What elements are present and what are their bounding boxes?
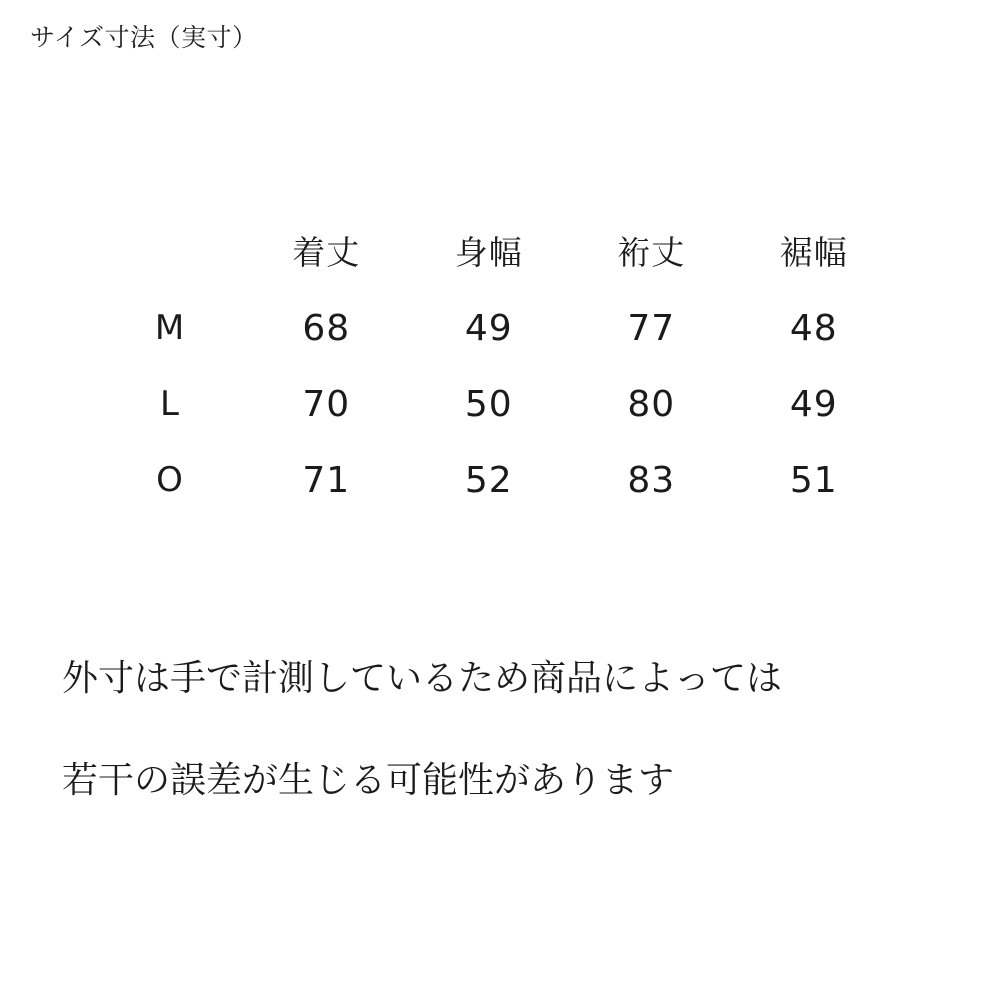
cell-l-kitake: 70	[302, 383, 351, 425]
column-header-susohaba: 裾幅	[779, 232, 848, 272]
cell-m-susohaba: 48	[789, 307, 838, 349]
cell-o-mihaba: 52	[464, 459, 513, 501]
cell-o-kitake: 71	[302, 459, 351, 501]
cell-o-yukitake: 83	[627, 459, 676, 501]
table-row	[95, 442, 895, 518]
table-header	[95, 210, 895, 290]
cell-o-susohaba: 51	[789, 459, 838, 501]
row-label-l: L	[160, 384, 180, 424]
column-header-mihaba: 身幅	[454, 232, 523, 272]
cell-m-kitake: 68	[302, 307, 351, 349]
table-row	[95, 290, 895, 366]
cell-m-yukitake: 77	[627, 307, 676, 349]
column-header-kitake: 着丈	[292, 232, 361, 272]
cell-l-mihaba: 50	[464, 383, 513, 425]
cell-l-susohaba: 49	[789, 383, 838, 425]
size-measurement-table	[95, 210, 895, 518]
table-row	[95, 366, 895, 442]
cell-l-yukitake: 80	[627, 383, 676, 425]
table-header-row	[95, 210, 895, 290]
table-corner-cell	[95, 210, 245, 290]
row-label-m: M	[154, 308, 186, 348]
row-label-o: O	[156, 460, 184, 500]
table-body	[95, 290, 895, 518]
disclaimer-line-1: 外寸は手で計測しているため商品によっては	[62, 658, 783, 700]
column-header-yukitake: 裄丈	[617, 232, 686, 272]
measurement-disclaimer	[62, 602, 782, 858]
disclaimer-line-2: 若干の誤差が生じる可能性があります	[62, 760, 675, 802]
page-title: サイズ寸法（実寸）	[30, 23, 258, 52]
cell-m-mihaba: 49	[464, 307, 513, 349]
